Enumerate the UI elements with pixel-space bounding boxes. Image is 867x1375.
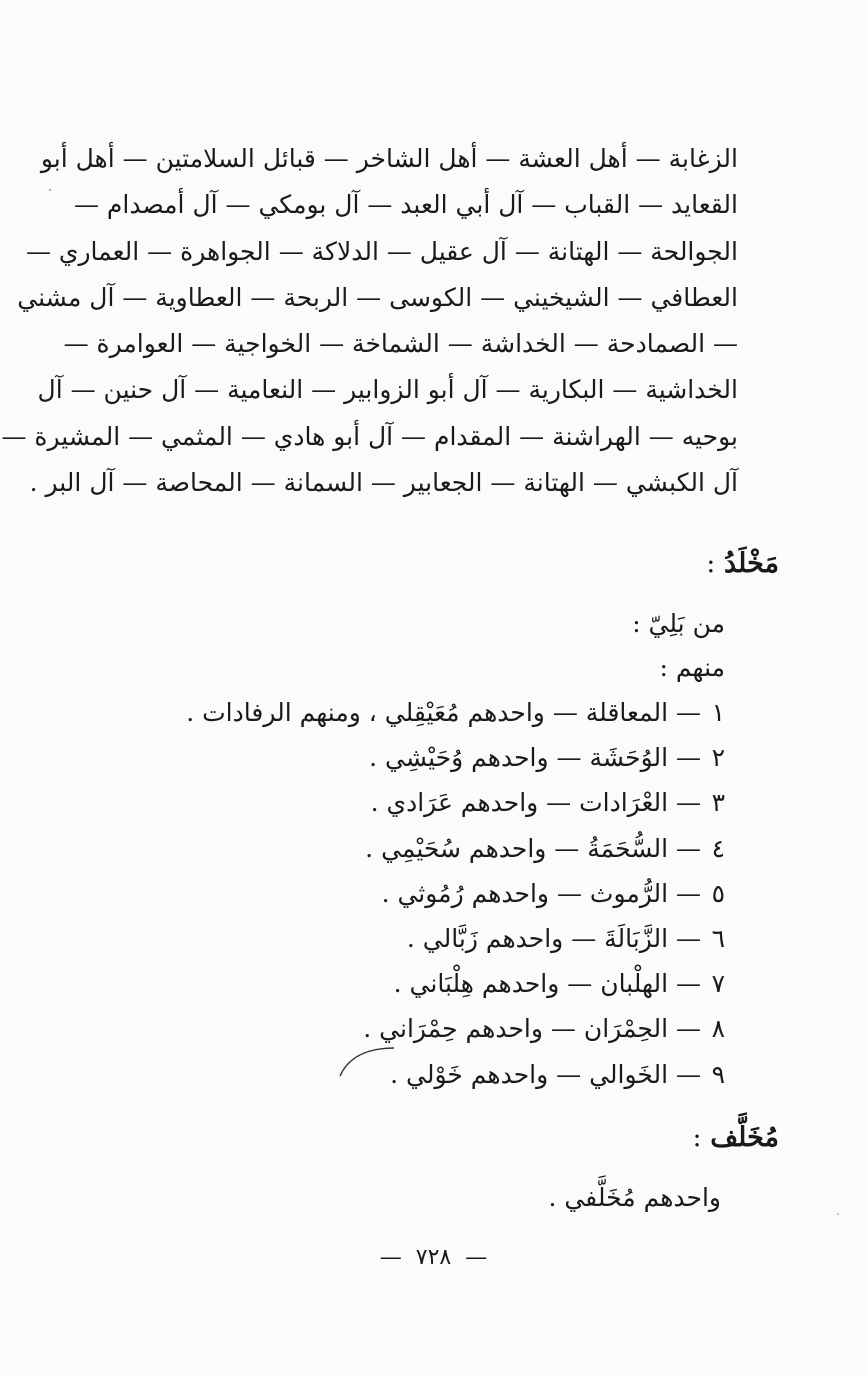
page-number-dash: — [465,1245,488,1270]
section-heading-mukhallaf [693,1118,779,1158]
item-text: — الزَّبَالَةَ — واحدهم زَبَّالي . [406,923,709,953]
paragraph-line: — الصمادحة — الخداشة — الشماخة — الخواجية — العوامرة — [63,329,738,359]
section-title: مُخَلَّف [710,1122,779,1153]
item-number: ١ [711,698,725,727]
origin-line: من بَلِيّ : [632,609,725,638]
list-item [186,871,725,916]
page-number [0,1245,867,1270]
item-text: — العْرَادات — واحدهم عَرَادي . [370,788,709,818]
item-number: ٩ [711,1059,725,1089]
list-item [186,961,725,1006]
item-text: — الوُحَشَة — واحدهم وُحَيْشِي . [369,743,709,773]
tribes-paragraph [1,136,738,506]
section-title: مَخْلَدُ [723,548,779,579]
item-number: ٧ [711,969,725,999]
paragraph-line: الخداشية — البكارية — آل أبو الزوابير — النعامية — آل حنين — آل [37,375,738,405]
paragraph-line: بوحيه — الهراشنة — المقدام — آل أبو هادي — المثمي — المشيرة — [1,421,738,451]
heading-colon: : [692,1122,711,1153]
item-number: ٨ [711,1014,725,1044]
heading-colon: : [706,548,724,579]
minhum-line: منهم : [659,653,725,682]
item-text: — السُّحَمَةُ — واحدهم سُحَيْمِي . [365,833,709,863]
item-number: ٢ [711,743,725,773]
list-item [186,735,725,780]
pen-mark [338,1040,398,1080]
paragraph-line: الزغابة — أهل العشة — أهل الشاخر — قبائل السلامتين — أهل أبو [40,144,738,173]
list-item [186,1052,725,1097]
list-item [186,826,725,871]
paper-speck [836,1212,840,1216]
mukhallaf-line: واحدهم مُخَلَّفي . [548,1183,721,1212]
paragraph-line: العطافي — الشيخيني — الكوسى — الربحة — العطاوية — آل مشني [17,282,738,312]
list-item [186,916,725,961]
page-number-value: ٧٢٨ [415,1245,452,1270]
paper-speck [48,188,52,192]
item-text: — المعاقلة — واحدهم مُعَيْقِلي ، ومنهم الرفادات . [186,698,709,727]
list-item [186,780,725,825]
paragraph-line: القعايد — القباب — آل أبي العبد — آل بومكي — آل أمصدام — [73,190,738,220]
paragraph-line: الجوالحة — الهتانة — آل عقيل — الدلاكة — الجواهرة — العماري — [25,236,738,266]
list-item [186,690,725,735]
item-number: ٣ [711,788,725,818]
clans-list [186,690,725,1097]
item-text: — الخَوالي — واحدهم خَوْلي . [390,1059,709,1089]
list-item [186,1006,725,1051]
item-number: ٦ [711,923,725,953]
item-number: ٥ [711,878,725,908]
item-text: — الهلْبان — واحدهم هِلْبَاني . [393,969,709,999]
item-text: — الحِمْرَان — واحدهم حِمْرَاني . [363,1014,709,1044]
page-number-dash: — [379,1245,402,1270]
item-number: ٤ [711,833,725,863]
section-heading-makhlad [706,544,779,584]
item-text: — الرُّموث — واحدهم رُمُوثي . [381,878,709,908]
paragraph-line: آل الكبشي — الهتانة — الجعابير — السمانة — المحاصة — آل البر . [29,468,738,498]
